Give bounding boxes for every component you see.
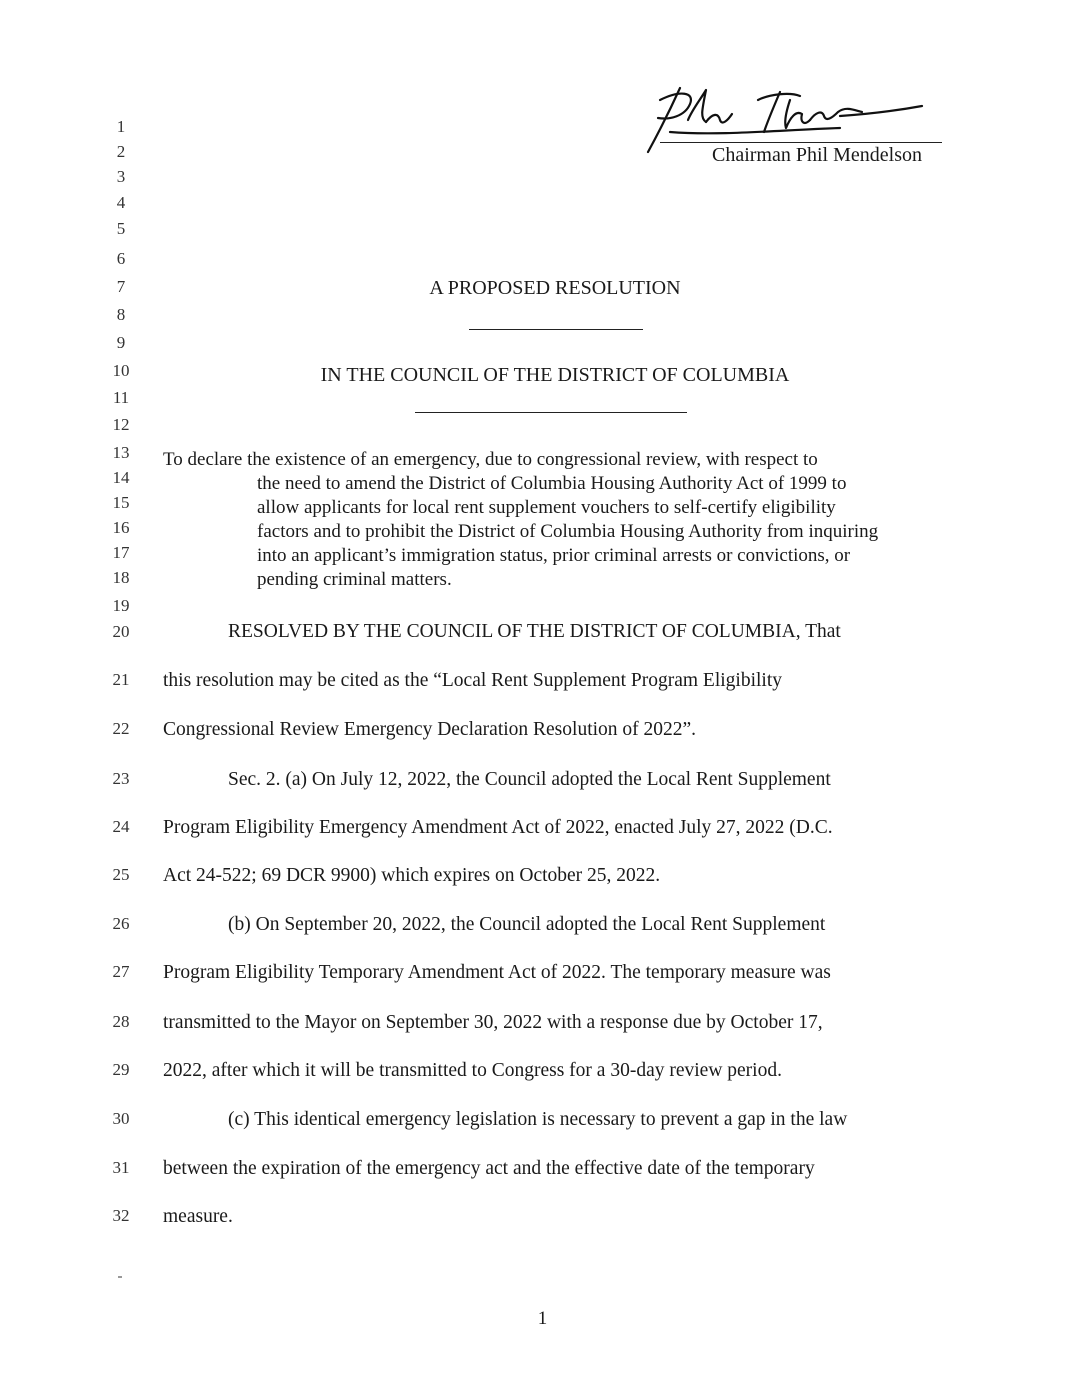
line-number: 28 bbox=[112, 1012, 130, 1031]
line-number: 11 bbox=[112, 388, 130, 407]
scan-mark bbox=[118, 1276, 122, 1278]
signatory-name: Chairman Phil Mendelson bbox=[712, 144, 922, 166]
page-number: 1 bbox=[537, 1308, 548, 1329]
line-number: 26 bbox=[112, 914, 130, 933]
line-number: 1 bbox=[116, 117, 126, 136]
council-heading: IN THE COUNCIL OF THE DISTRICT OF COLUMBIA bbox=[320, 364, 790, 386]
long-title-line: into an applicant’s immigration status, prior criminal arrests or convictions, or bbox=[257, 545, 851, 566]
council-divider bbox=[415, 412, 687, 413]
line-number: 27 bbox=[112, 962, 130, 981]
line-number: 14 bbox=[112, 468, 130, 487]
line-number: 6 bbox=[116, 249, 126, 268]
line-number: 15 bbox=[112, 493, 130, 512]
line-number: 13 bbox=[112, 443, 130, 462]
line-number: 20 bbox=[112, 622, 130, 641]
line-number: 2 bbox=[116, 142, 126, 161]
body-line: RESOLVED BY THE COUNCIL OF THE DISTRICT OF COLUMBIA, That bbox=[228, 621, 841, 642]
long-title-line: factors and to prohibit the District of Columbia Housing Authority from inquiring bbox=[257, 521, 879, 542]
line-number: 23 bbox=[112, 769, 130, 788]
long-title-line: pending criminal matters. bbox=[257, 569, 452, 590]
long-title-line: allow applicants for local rent supplement vouchers to self-certify eligibility bbox=[257, 497, 836, 518]
long-title bbox=[163, 448, 943, 592]
line-number: 9 bbox=[116, 333, 126, 352]
line-number: 24 bbox=[112, 817, 130, 836]
line-number: 10 bbox=[112, 361, 130, 380]
line-number: 31 bbox=[112, 1158, 130, 1177]
line-number: 4 bbox=[116, 193, 126, 212]
document-title: A PROPOSED RESOLUTION bbox=[429, 277, 681, 299]
body-line: transmitted to the Mayor on September 30, 2022 with a response due by October 17, bbox=[163, 1012, 823, 1033]
line-number: 32 bbox=[112, 1206, 130, 1225]
title-divider bbox=[469, 329, 643, 330]
line-number: 8 bbox=[116, 305, 126, 324]
line-number: 16 bbox=[112, 518, 130, 537]
line-number: 18 bbox=[112, 568, 130, 587]
body-line: this resolution may be cited as the “Local Rent Supplement Program Eligibility bbox=[163, 670, 783, 691]
line-number: 21 bbox=[112, 670, 130, 689]
line-number: 17 bbox=[112, 543, 130, 562]
body-line: Program Eligibility Temporary Amendment Act of 2022. The temporary measure was bbox=[163, 962, 831, 983]
line-number: 22 bbox=[112, 719, 130, 738]
line-number: 19 bbox=[112, 596, 130, 615]
line-number: 12 bbox=[112, 415, 130, 434]
body-line: (c) This identical emergency legislation is necessary to prevent a gap in the law bbox=[228, 1109, 848, 1130]
body-line: Congressional Review Emergency Declaration Resolution of 2022”. bbox=[163, 719, 697, 740]
line-number: 30 bbox=[112, 1109, 130, 1128]
body-line: Program Eligibility Emergency Amendment Act of 2022, enacted July 27, 2022 (D.C. bbox=[163, 817, 833, 838]
body-line: between the expiration of the emergency act and the effective date of the temporary bbox=[163, 1158, 815, 1179]
long-title-line: the need to amend the District of Columbia Housing Authority Act of 1999 to bbox=[257, 473, 847, 494]
line-number: 29 bbox=[112, 1060, 130, 1079]
body-line: (b) On September 20, 2022, the Council adopted the Local Rent Supplement bbox=[228, 914, 826, 935]
line-number: 3 bbox=[116, 167, 126, 186]
line-number: 7 bbox=[116, 277, 126, 296]
line-number: 25 bbox=[112, 865, 130, 884]
body-line: Sec. 2. (a) On July 12, 2022, the Council adopted the Local Rent Supplement bbox=[228, 769, 831, 790]
long-title-line: To declare the existence of an emergency, due to congressional review, with respect to bbox=[163, 449, 818, 470]
body-line: Act 24-522; 69 DCR 9900) which expires on October 25, 2022. bbox=[163, 865, 661, 886]
body-line: 2022, after which it will be transmitted to Congress for a 30-day review period. bbox=[163, 1060, 782, 1081]
line-number: 5 bbox=[116, 219, 126, 238]
signature-line bbox=[660, 142, 942, 143]
body-line: measure. bbox=[163, 1206, 233, 1227]
